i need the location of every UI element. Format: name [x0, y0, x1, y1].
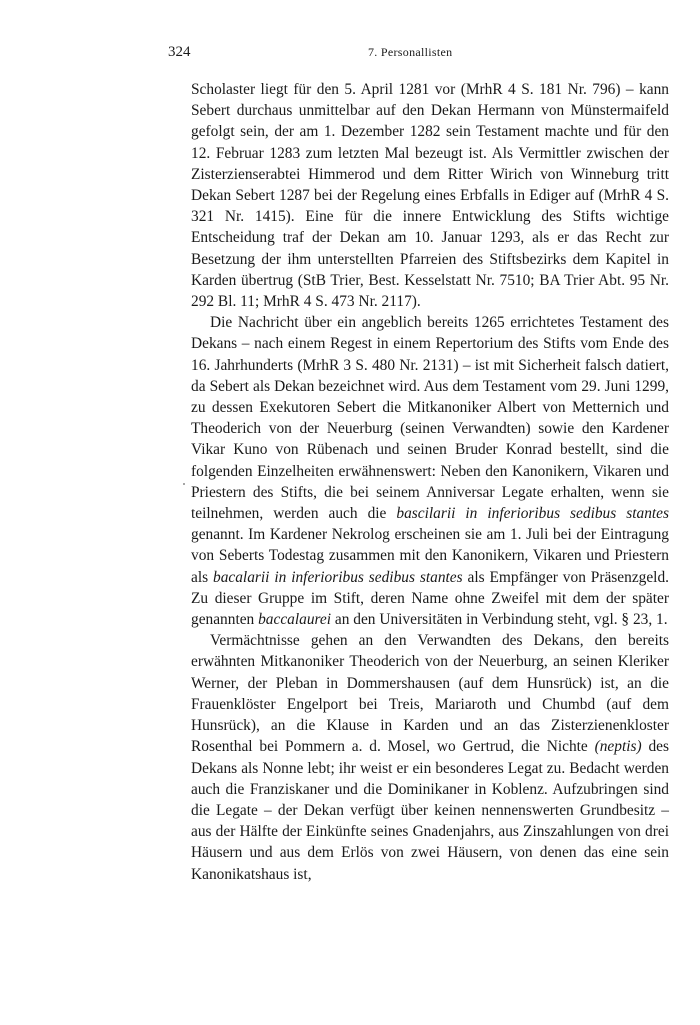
running-title: 7. Personallisten	[368, 45, 453, 59]
text-run: Vermächtnisse gehen an den Verwandten des Dekans, den bereits erwähnten Mitkanoniker Theoderich von der Neuerburg, an seinen Kleriker Werner, der Pleban in Dommershausen (auf dem Hunsrück) ist, an die Frauenklöster Engelport bei Treis, Mariaroth und Chumbd (auf dem Hunsrück), an die Klause in Karden und an das Zisterzienenkloster Rosenthal bei Pommern a. d. Mosel, wo Gertrud, die Nichte	[191, 632, 669, 756]
italic-text: (neptis)	[594, 738, 642, 756]
text-run: des Dekans als Nonne lebt; ihr weist er ein besonderes Legat zu. Bedacht werden auch die Franziskaner und die Dominikaner in Koblenz. Aufzubringen sind die Legate – der Dekan verfügt über keinen nennenswerten Grundbesitz – aus der Hälfte der Einkünfte seines Gnadenjahrs, aus Zinszahlungen von drei Häusern und aus dem Erlös von zwei Häusern, von denen das eine sein Kanonikatshaus ist,	[191, 738, 669, 883]
body-text	[191, 79, 669, 885]
italic-text: bascilarii in inferioribus sedibus stantes	[396, 505, 669, 523]
page-number: 324	[168, 44, 191, 60]
text-run: Scholaster liegt für den 5. April 1281 vor (MrhR 4 S. 181 Nr. 796) – kann Sebert durchaus unmittelbar auf den Dekan Hermann von Münstermaifeld gefolgt sein, der am 1. Dezember 1282 sein Testament machte und für den 12. Februar 1283 zum letzten Mal bezeugt ist. Als Vermittler zwischen der Zisterzienserabtei Himmerod und dem Ritter Wirich von Winneburg tritt Dekan Sebert 1287 bei der Regelung eines Erbfalls in Ediger auf (MrhR 4 S. 321 Nr. 1415). Eine für die innere Entwicklung des Stifts wichtige Entscheidung traf der Dekan am 10. Januar 1293, als er das Recht zur Besetzung der ihm unterstellten Pfarreien des Stiftsbezirks dem Kapitel in Karden übertrug (StB Trier, Best. Kesselstatt Nr. 7510; BA Trier Abt. 95 Nr. 292 Bl. 11; MrhR 4 S. 473 Nr. 2117).	[191, 81, 669, 311]
italic-text: baccalaurei	[258, 611, 332, 629]
margin-mark	[183, 483, 185, 485]
paragraph	[191, 79, 669, 312]
text-run: als Empfänger von Präsenzgeld. Zu dieser Gruppe im Stift, deren Name ohne Zweifel mit dem der später genannten	[191, 568, 669, 629]
text-run: an den Universitäten in Verbindung steht, vgl. § 23, 1.	[331, 611, 668, 629]
text-run: genannt. Im Kardener Nekrolog erscheinen sie am 1. Juli bei der Eintragung von Seberts Todestag zusammen mit den Kanonikern, Vikaren und Priestern als	[191, 526, 669, 586]
italic-text: bacalarii in inferioribus sedibus stantes	[213, 568, 463, 586]
page-header	[168, 44, 668, 64]
paragraph	[191, 630, 669, 884]
text-run: Die Nachricht über ein angeblich bereits 1265 errichtetes Testament des Dekans – nach einem Regest in einem Repertorium des Stifts vom Ende des 16. Jahrhunderts (MrhR 3 S. 480 Nr. 2131) – ist mit Sicherheit falsch datiert, da Sebert als Dekan bezeichnet wird. Aus dem Testament vom 29. Juni 1299, zu dessen Exekutoren Sebert die Mitkanoniker Albert von Metternich und Theoderich von der Neuerburg (seinen Verwandten) sowie den Kardener Vikar Kuno von Rübenach und seinen Bruder Konrad bestellt, sind die folgenden Einzelheiten erwähnenswert: Neben den Kanonikern, Vikaren und Priestern des Stifts, die bei seinem Anniversar Legate erhalten, wenn sie teilnehmen, werden auch die	[191, 314, 669, 523]
paragraph	[191, 312, 669, 630]
